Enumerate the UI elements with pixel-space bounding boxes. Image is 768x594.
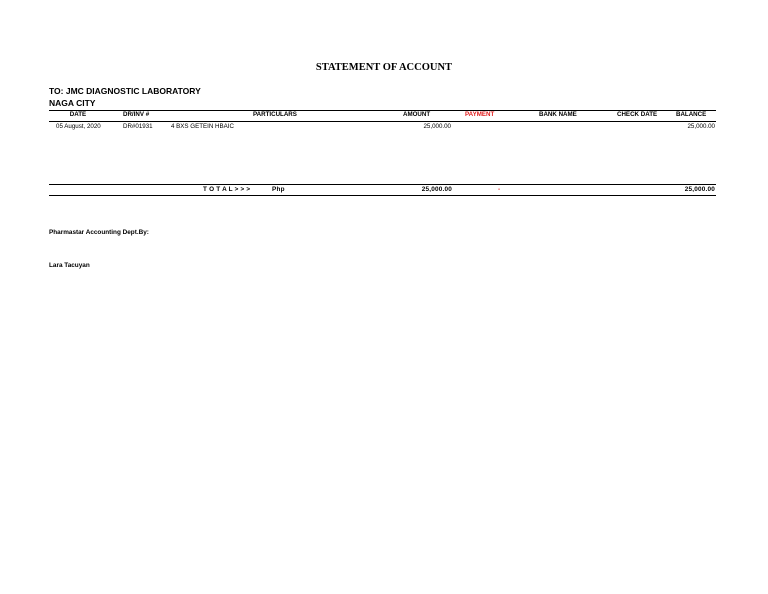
row-amount: 25,000.00 bbox=[423, 123, 451, 130]
signer-name: Lara Tacuyan bbox=[49, 262, 90, 269]
row-drinv: DR#01931 bbox=[123, 123, 153, 130]
totals-amount: 25,000.00 bbox=[421, 186, 452, 193]
table-header-rule-bottom bbox=[49, 121, 716, 122]
totals-payment: - bbox=[498, 186, 501, 193]
header-date: DATE bbox=[69, 111, 87, 118]
row-date: 05 August, 2020 bbox=[56, 123, 101, 130]
header-amount: AMOUNT bbox=[403, 111, 431, 118]
totals-rule-bottom bbox=[49, 195, 716, 196]
header-drinv: DR/INV # bbox=[123, 111, 150, 118]
row-balance: 25,000.00 bbox=[687, 123, 715, 130]
header-bank-name: BANK NAME bbox=[539, 111, 577, 118]
totals-rule-top bbox=[49, 184, 716, 185]
statement-title: STATEMENT OF ACCOUNT bbox=[315, 62, 453, 73]
totals-label: T O T A L > > > bbox=[203, 186, 251, 193]
recipient-name: TO: JMC DIAGNOSTIC LABORATORY bbox=[49, 86, 201, 96]
recipient-city: NAGA CITY bbox=[49, 98, 96, 108]
prepared-by-label: Pharmastar Accounting Dept.By: bbox=[49, 229, 149, 236]
totals-balance: 25,000.00 bbox=[684, 186, 715, 193]
header-payment: PAYMENT bbox=[465, 111, 495, 118]
row-particulars: 4 BXS GETEIN HBAIC bbox=[171, 123, 234, 130]
header-particulars: PARTICULARS bbox=[253, 111, 297, 118]
totals-currency: Php bbox=[272, 186, 285, 193]
header-check-date: CHECK DATE bbox=[617, 111, 658, 118]
header-balance: BALANCE bbox=[676, 111, 707, 118]
